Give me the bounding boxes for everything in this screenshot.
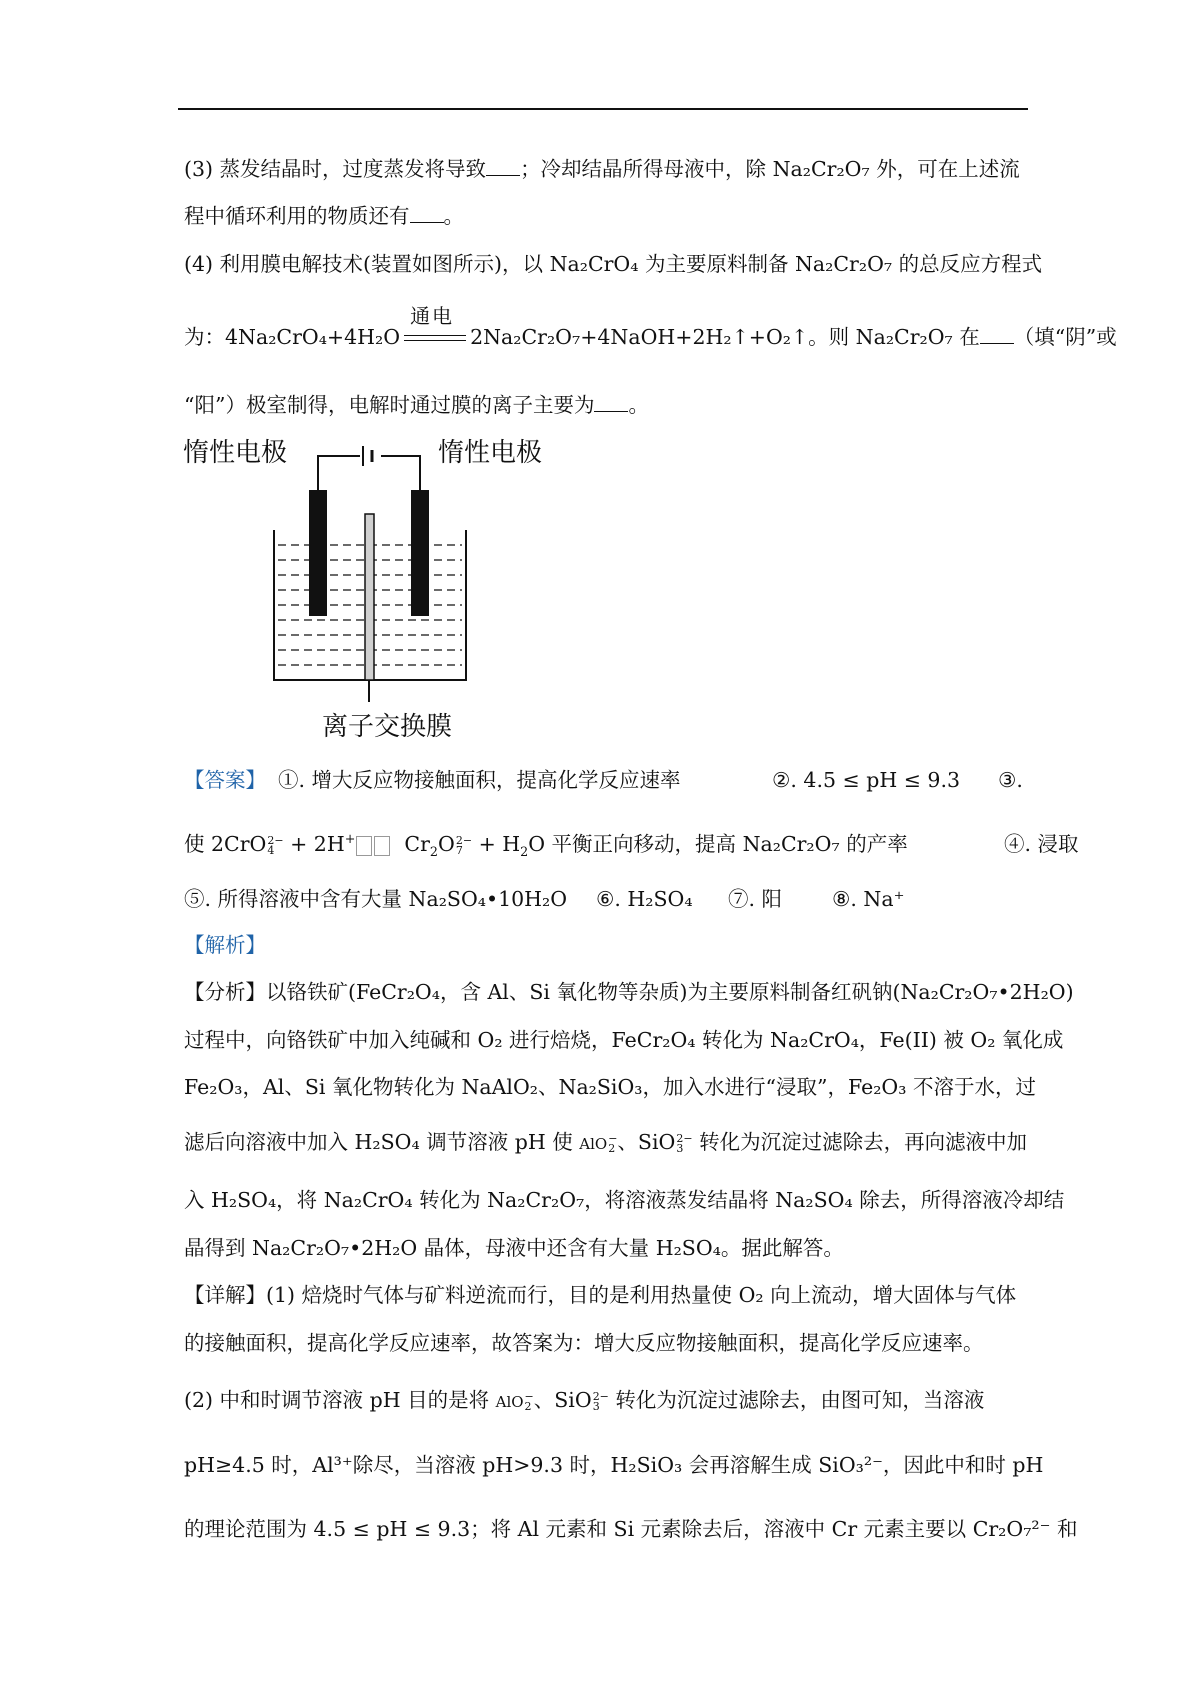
right-electrode xyxy=(411,490,429,616)
electrolysis-cell-diagram xyxy=(0,0,1200,760)
detail-line-1: 【详解】(1) 焙烧时气体与矿料逆流而行，目的是利用热量使 O₂ 向上流动，增大固体与气体 xyxy=(184,1283,1017,1307)
q3-text: ；冷却结晶所得母液中，除 Na₂Cr₂O₇ 外，可在上述流 xyxy=(520,157,1020,181)
right-wire xyxy=(381,456,420,490)
left-wire xyxy=(318,456,360,490)
ion-charge: 2− 7 xyxy=(455,833,473,857)
answer-8: ⑧. Na⁺ xyxy=(832,887,905,911)
ion-charge: 2− 3 xyxy=(676,1131,693,1155)
analysis-line-1: 【分析】以铬铁矿(FeCr₂O₄，含 Al、Si 氧化物等杂质)为主要原料制备红矾钠(Na₂Cr₂O₇•2H₂O) xyxy=(184,980,1074,1004)
ion-charge: − 2 xyxy=(608,1131,618,1155)
q4-text: 为：4Na₂CrO₄+4H₂O xyxy=(184,325,401,349)
answer-line-2: 使 2CrO 2− 4 + 2H+ $Cr_2O$ 2− 7 + $H_2O$ 平衡正向移动，提高 Na₂Cr₂O₇ 的产率 ④. 浸取 xyxy=(184,829,908,859)
q4-text: “阳”）极室制得，电解时通过膜的离子主要为 xyxy=(184,393,595,417)
answer-3-text: + 2H xyxy=(283,832,345,856)
answer-7: ⑦. 阳 xyxy=(728,887,783,911)
answer-5: ⑤. 所得溶液中含有大量 Na₂SO₄•10H₂O xyxy=(184,887,568,911)
analysis-line-3: Fe₂O₃，Al、Si 氧化物转化为 NaAlO₂、Na₂SiO₃，加入水进行“浸取”，Fe₂O₃ 不溶于水，过 xyxy=(184,1075,1036,1099)
analysis-text: 、SiO xyxy=(617,1130,676,1154)
left-electrode xyxy=(309,490,327,616)
detail-line-5: 的理论范围为 4.5 ≤ pH ≤ 9.3；将 Al 元素和 Si 元素除去后，溶液中 Cr 元素主要以 Cr₂O₇²⁻ 和 xyxy=(184,1517,1078,1541)
analysis-line-2: 过程中，向铬铁矿中加入纯碱和 O₂ 进行焙烧，FeCr₂O₄ 转化为 Na₂CrO₄，Fe(II) 被 O₂ 氧化成 xyxy=(184,1028,1064,1052)
ion-charge: − 2 xyxy=(524,1389,534,1413)
q4-text: (4) 利用膜电解技术(装置如图所示)，以 Na₂CrO₄ 为主要原料制备 Na₂Cr₂O₇ 的总反应方程式 xyxy=(184,252,1043,276)
ion-charge: 2− 4 xyxy=(267,833,284,857)
answer-2: ②. 4.5 ≤ pH ≤ 9.3 xyxy=(772,768,961,792)
analysis-line-5: 入 H₂SO₄，将 Na₂CrO₄ 转化为 Na₂Cr₂O₇，将溶液蒸发结晶将 Na₂SO₄ 除去，所得溶液冷却结 xyxy=(184,1188,1065,1212)
ion-exchange-membrane xyxy=(365,514,374,680)
answer-line-3 xyxy=(184,884,905,914)
membrane-label: 离子交换膜 xyxy=(322,712,453,742)
detail-text: 转化为沉淀过滤除去，由图可知，当溶液 xyxy=(608,1388,985,1412)
right-electrode-label: 惰性电极 xyxy=(438,438,543,468)
answer-3-number: ③. xyxy=(998,768,1023,792)
answer-1: ①. 增大反应物接触面积，提高化学反应速率 xyxy=(278,768,681,792)
answer-4: ④. 浸取 xyxy=(1004,832,1079,856)
condition-label: 通电 xyxy=(410,303,455,328)
detail-text: 、SiO xyxy=(533,1388,592,1412)
analysis-text: 转化为沉淀过滤除去，再向滤液中加 xyxy=(692,1130,1028,1154)
q4-text: 2Na₂Cr₂O₇+4NaOH+2H₂↑+O₂↑。则 Na₂Cr₂O₇ 在 xyxy=(470,325,980,349)
answer-line-1 xyxy=(184,765,1023,795)
answer-tag: 【答案】 xyxy=(184,768,266,792)
missing-glyph-icon xyxy=(374,836,390,856)
detail-line-4: pH≥4.5 时，Al³⁺除尽，当溶液 pH>9.3 时，H₂SiO₃ 会再溶解生成 SiO₃²⁻，因此中和时 pH xyxy=(184,1453,1044,1477)
q4-text: 。 xyxy=(628,393,649,417)
q3-text: 。 xyxy=(443,204,464,228)
q4-text: （填“阴”或 xyxy=(1013,325,1117,349)
detail-line-2: 的接触面积，提高化学反应速率，故答案为：增大反应物接触面积，提高化学反应速率。 xyxy=(184,1331,984,1355)
missing-glyph-icon xyxy=(356,836,372,856)
analysis-tag: 【解析】 xyxy=(184,933,266,957)
left-electrode-label: 惰性电极 xyxy=(183,438,288,468)
answer-3-text: + H xyxy=(472,832,521,856)
analysis-line-4: 滤后向溶液中加入 H₂SO₄ 调节溶液 pH 使 AlO − 2 、SiO 2− 3 转化为沉淀过滤除去，再向滤液中加 xyxy=(184,1130,1028,1155)
answer-6: ⑥. H₂SO₄ xyxy=(596,887,693,911)
detail-text: (2) 中和时调节溶液 pH 目的是将 xyxy=(184,1388,496,1412)
answer-3-text: Cr xyxy=(404,832,430,856)
answer-3-text: O 平衡正向移动，提高 Na₂Cr₂O₇ 的产率 xyxy=(528,832,908,856)
analysis-line-6: 晶得到 Na₂Cr₂O₇•2H₂O 晶体，母液中还含有大量 H₂SO₄。据此解答。 xyxy=(184,1236,844,1260)
ion-charge: 2− 3 xyxy=(592,1389,609,1413)
q3-text: (3) 蒸发结晶时，过度蒸发将导致 xyxy=(184,157,487,181)
detail-line-3: (2) 中和时调节溶液 pH 目的是将 AlO − 2 、SiO 2− 3 转化为沉淀过滤除去，由图可知，当溶液 xyxy=(184,1388,985,1413)
analysis-text: 滤后向溶液中加入 H₂SO₄ 调节溶液 pH 使 xyxy=(184,1130,580,1154)
q3-text: 程中循环利用的物质还有 xyxy=(184,204,410,228)
answer-3-text: 使 2CrO xyxy=(184,832,267,856)
